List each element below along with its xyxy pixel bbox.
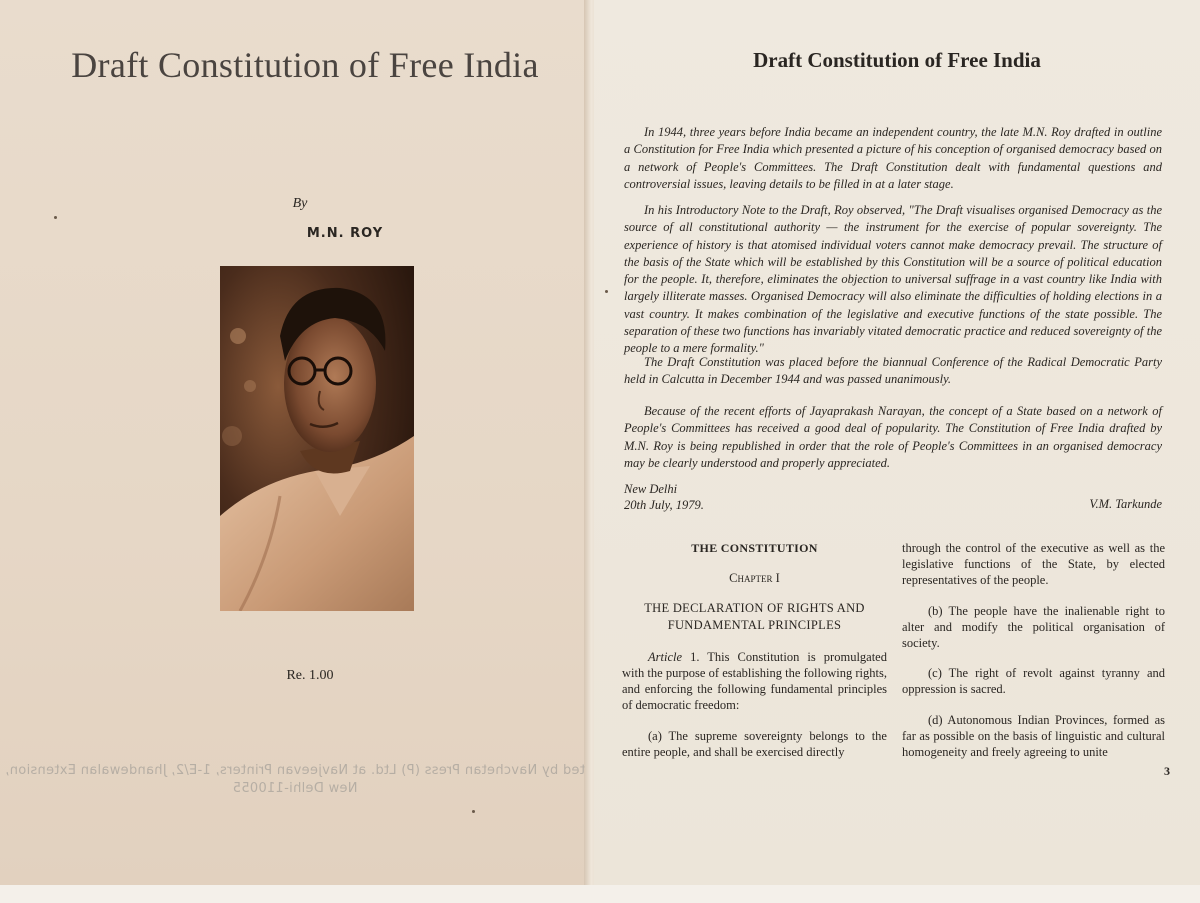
author-portrait <box>220 266 414 611</box>
speck <box>472 810 475 813</box>
intro-paragraph-3: The Draft Constitution was placed before the biannual Conference of the Radical Democratic Party held in Calcutta in December 1944 and was passed unanimously. <box>624 355 1162 387</box>
bottom-edge <box>0 885 1200 903</box>
printer-line-1: ted by Navchetan Press (P) Ltd. at Navjeevan Printers, 1-E/2, Jhandewalan Extension, <box>5 763 585 778</box>
para-b: (b) The people have the inalienable right to alter and modify the political organisation of society. <box>902 603 1165 651</box>
portrait-image <box>220 266 414 611</box>
cover-title: Draft Constitution of Free India <box>71 45 539 85</box>
article-label: Article <box>648 649 683 664</box>
chapter-heading: Chapter I <box>729 571 780 586</box>
para-continued: through the control of the executive as well as the legislative functions of the State, by elected representatives of the people. <box>902 541 1165 588</box>
section-heading: THE DECLARATION OF RIGHTS AND FUNDAMENTAL PRINCIPLES <box>644 601 865 632</box>
price: Re. 1.00 <box>286 668 334 683</box>
speck <box>54 216 57 219</box>
printer-imprint-bleedthrough <box>0 762 590 798</box>
column-1 <box>622 540 887 760</box>
article-1-text: 1. This Constitution is promulgated with the purpose of establishing the following rights, and enforcing the following fundamental principles of democratic freedom: <box>622 649 887 713</box>
article-1 <box>622 649 887 714</box>
printer-line-2: New Delhi-110055 <box>232 781 358 796</box>
intro-paragraph-4: Because of the recent efforts of Jayaprakash Narayan, the concept of a State based on a network of People's Committees has received a good deal of popularity. The Constitution of Free India drafted by M.N. Roy is being republished in order that the role of People's Committees in an organised democracy may be clearly understood and properly appreciated. <box>624 404 1162 470</box>
author-name: M.N. ROY <box>306 226 384 241</box>
para-d: (d) Autonomous Indian Provinces, formed as far as possible on the basis of linguistic and cultural homogeneity and freely agreeing to unite <box>902 712 1165 760</box>
intro-paragraph-1: In 1944, three years before India became an independent country, the late M.N. Roy drafted in outline a Constitution for Free India which presented a picture of his conception of organised democracy based on a network of People's Committees. The Draft Constitution dealt with fundamental questions and controversial issues, leaving details to be filled in at a later stage. <box>624 125 1162 191</box>
page-title: Draft Constitution of Free India <box>753 48 1041 72</box>
constitution-heading: THE CONSTITUTION <box>691 541 818 555</box>
para-a: (a) The supreme sovereignty belongs to the entire people, and shall be exercised directly <box>622 728 887 759</box>
date: 20th July, 1979. <box>624 498 704 512</box>
by-label: By <box>292 196 308 211</box>
place: New Delhi <box>624 482 678 496</box>
intro-paragraph-2: In his Introductory Note to the Draft, Roy observed, "The Draft visualises organised Democracy as the source of all constitutional authority — the instrument for the exercise of popular sovereignty. The experience of history is that atomised individual voters cannot make democracy prevail. The structure of the basis of the State which will be established by this Constitution will be a source of political education for the people. It, therefore, eliminates the objection to universal suffrage in a vast country like India with largely illiterate masses. Organised Democracy will also eliminate the difficulties of holding elections in a vast country. It makes combination of the legislative and executive functions of the state possible. The separation of these two functions has invariably vitated democratic practice and reduced sovereignty of the people to a mere formality." <box>624 203 1162 356</box>
place-date <box>624 481 704 513</box>
speck <box>605 290 608 293</box>
column-2 <box>902 540 1165 760</box>
para-c: (c) The right of revolt against tyranny and oppression is sacred. <box>902 666 1165 697</box>
signature: V.M. Tarkunde <box>1089 497 1162 511</box>
page-number: 3 <box>1164 764 1170 778</box>
